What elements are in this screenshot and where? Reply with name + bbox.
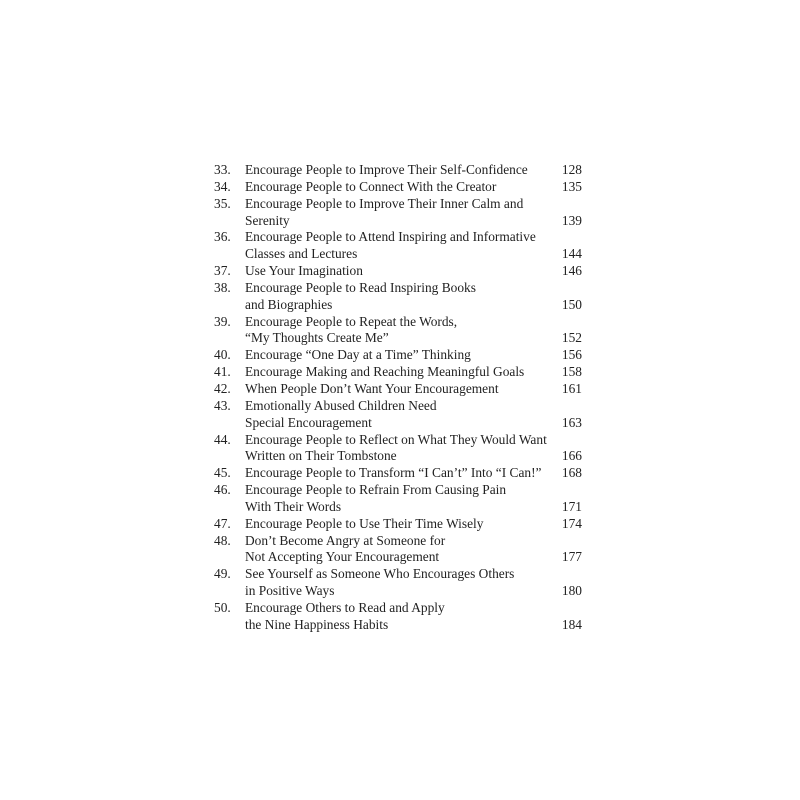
toc-entry-title-line: Classes and Lectures: [245, 246, 358, 262]
toc-entry-title: [245, 465, 586, 482]
toc-entry: [214, 162, 586, 179]
toc-entry: [214, 381, 586, 398]
toc-entry: [214, 533, 586, 567]
toc-entry-title-line: Encourage People to Connect With the Creator: [245, 178, 497, 194]
toc-entry-title-line: Serenity: [245, 212, 290, 228]
toc-entry-number: 37.: [214, 263, 231, 279]
toc-entry: [214, 482, 586, 516]
toc-entry-number: 38.: [214, 279, 231, 295]
toc-entry-title-line: Encourage People to Refrain From Causing Pain: [245, 482, 507, 498]
toc-entry-number: 42.: [214, 380, 231, 396]
toc-entry-number: 47.: [214, 515, 231, 531]
toc-entry-title: [245, 347, 586, 364]
toc-entry-title-line: “My Thoughts Create Me”: [245, 330, 389, 346]
toc-entry-page-number: 174: [561, 515, 582, 531]
toc-entry: [214, 516, 586, 533]
toc-entry-title-line: Encourage Others to Read and Apply: [245, 599, 445, 615]
toc-entry-title: [245, 364, 586, 381]
toc-entry-number: 40.: [214, 347, 231, 363]
toc-entry-title: [245, 314, 586, 348]
toc-entry: [214, 196, 586, 230]
toc-entry-title: [245, 229, 586, 263]
toc-entry-title: [245, 600, 586, 634]
toc-entry-number: 50.: [214, 599, 231, 615]
toc-entry-title-line: in Positive Ways: [245, 583, 335, 599]
toc-entry-title: [245, 482, 586, 516]
toc-entry-title: [245, 162, 586, 179]
toc-entry: [214, 600, 586, 634]
toc-entry: [214, 398, 586, 432]
toc-entry-title-line: Encourage People to Use Their Time Wisely: [245, 515, 484, 531]
toc-entry-page-number: 144: [561, 246, 582, 262]
toc-entry-title: [245, 432, 587, 466]
toc-entry-number: 43.: [214, 397, 231, 413]
toc-entry-title-line: Special Encouragement: [245, 414, 372, 430]
toc-entry-number: 34.: [214, 178, 231, 194]
toc-entry-number: 46.: [214, 482, 231, 498]
toc-entry-title-line: Not Accepting Your Encouragement: [245, 549, 440, 565]
toc-entry-number: 49.: [214, 566, 231, 582]
toc-entry: [214, 179, 586, 196]
toc-entry-title-line: Encourage People to Improve Their Inner Calm and: [245, 195, 524, 211]
toc-entry-title-line: Encourage People to Repeat the Words,: [245, 313, 458, 329]
toc-entry-page-number: 158: [561, 364, 582, 380]
toc-entry: [214, 229, 586, 263]
toc-entry-page-number: 128: [561, 162, 582, 177]
table-of-contents: [214, 162, 586, 634]
toc-entry: [214, 347, 586, 364]
toc-entry-page-number: 168: [561, 465, 582, 481]
toc-entry: [214, 432, 586, 466]
toc-entry-title-line: Use Your Imagination: [245, 263, 363, 279]
toc-entry-title: [245, 263, 586, 280]
toc-entry-page-number: 152: [561, 330, 582, 346]
toc-entry-page-number: 135: [561, 178, 582, 194]
toc-entry-title-line: See Yourself as Someone Who Encourages Others: [245, 566, 515, 582]
toc-entry-title: [245, 179, 586, 196]
toc-entry-title-line: Encourage Making and Reaching Meaningful Goals: [245, 364, 525, 380]
toc-entry-title-line: Encourage People to Read Inspiring Books: [245, 279, 476, 295]
toc-entry-number: 41.: [214, 364, 231, 380]
toc-entry-number: 36.: [214, 229, 231, 245]
toc-entry-page-number: 150: [561, 296, 582, 312]
toc-entry-title-line: and Biographies: [245, 296, 333, 312]
toc-entry-title: [245, 381, 586, 398]
toc-entry-page-number: 171: [561, 498, 582, 514]
toc-entry-title-line: Don’t Become Angry at Someone for: [245, 532, 446, 548]
toc-entry: [214, 364, 586, 381]
toc-entry-title-line: the Nine Happiness Habits: [245, 616, 389, 632]
toc-entry-page-number: 139: [561, 212, 582, 228]
toc-entry-title-line: Written on Their Tombstone: [245, 448, 397, 464]
toc-entry-number: 44.: [214, 431, 231, 447]
toc-entry-number: 33.: [214, 162, 231, 177]
toc-entry: [214, 280, 586, 314]
toc-entry-title-line: Encourage People to Reflect on What They Would Want: [245, 431, 547, 447]
toc-entry-page-number: 180: [561, 583, 582, 599]
toc-entry-title-line: Encourage People to Attend Inspiring and Informative: [245, 229, 536, 245]
toc-entry-page-number: 177: [561, 549, 582, 565]
toc-entry-title: [245, 196, 586, 230]
toc-entry-title: [245, 398, 586, 432]
toc-entry-title-line: When People Don’t Want Your Encouragement: [245, 380, 499, 396]
toc-entry-number: 39.: [214, 313, 231, 329]
toc-entry: [214, 314, 586, 348]
toc-entry-number: 45.: [214, 465, 231, 481]
toc-entry-page-number: 161: [561, 380, 582, 396]
toc-entry-title-line: Encourage “One Day at a Time” Thinking: [245, 347, 471, 363]
toc-entry-title: [245, 533, 586, 567]
toc-entry-number: 35.: [214, 195, 231, 211]
toc-entry: [214, 263, 586, 280]
toc-entry-title-line: Encourage People to Improve Their Self-Confidence: [245, 162, 528, 177]
toc-entry-page-number: 166: [561, 448, 582, 464]
toc-entry-page-number: 146: [561, 263, 582, 279]
toc-entry-title-line: Encourage People to Transform “I Can’t” Into “I Can!”: [245, 465, 542, 481]
toc-entry-title: [245, 516, 586, 533]
toc-entry-title: [245, 280, 586, 314]
toc-entry: [214, 566, 586, 600]
toc-entry-number: 48.: [214, 532, 231, 548]
toc-entry: [214, 465, 586, 482]
toc-entry-page-number: 156: [561, 347, 582, 363]
toc-entry-title: [245, 566, 586, 600]
toc-entry-page-number: 184: [561, 616, 582, 632]
toc-entry-title-line: Emotionally Abused Children Need: [245, 397, 437, 413]
toc-entry-title-line: With Their Words: [245, 498, 342, 514]
toc-entry-page-number: 163: [561, 414, 582, 430]
